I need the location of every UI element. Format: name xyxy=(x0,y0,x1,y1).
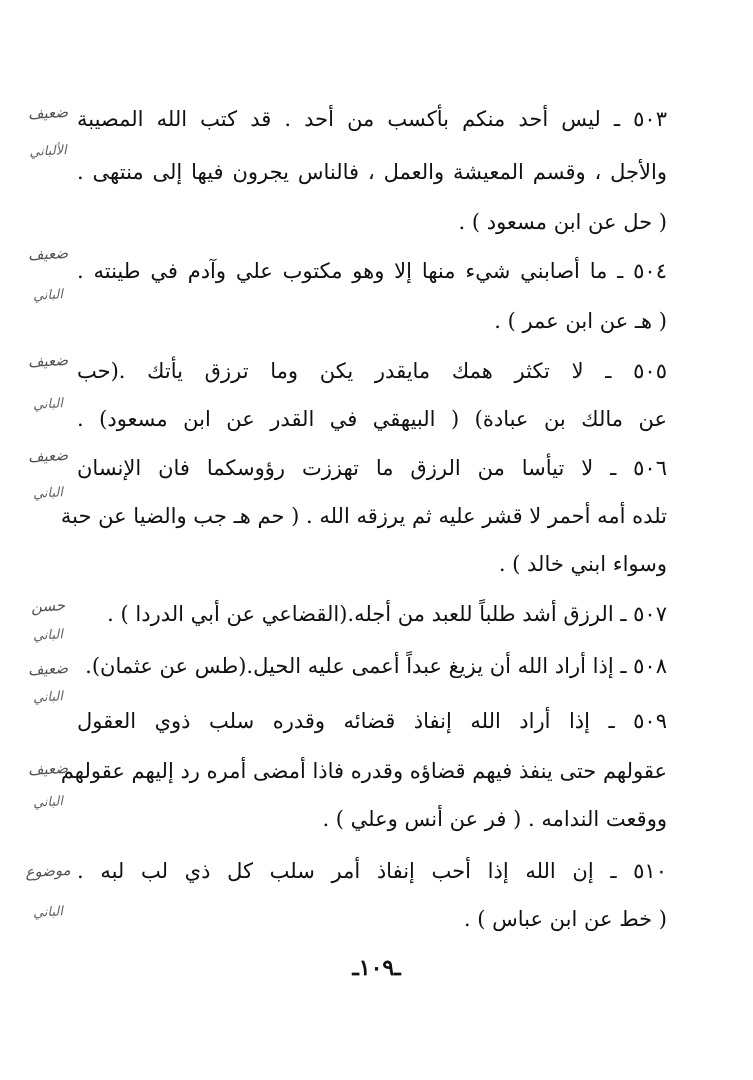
margin-note-503-grade: ضعيف xyxy=(27,102,69,124)
margin-note-510-grade: موضوع xyxy=(24,860,72,882)
entry-506-line-3: وسواء ابني خالد ) . xyxy=(498,552,667,576)
entry-508-line-1: ٥٠٨ ـ إذا أراد الله أن يزيغ عبداً أعمى عليه الحيل.(طس عن عثمان). xyxy=(85,654,667,678)
margin-note-504-grade: ضعيف xyxy=(27,243,69,265)
page-number: ـ١٠٩ـ xyxy=(352,955,401,981)
margin-note-504-source: الباني xyxy=(32,287,64,304)
entry-509-line-2: عقولهم حتى ينفذ فيهم قضاؤه وقدره فاذا أمضى أمره رد إليهم عقولهم xyxy=(60,759,667,783)
margin-note-507-grade: حسن xyxy=(30,596,66,616)
margin-note-506-source: الباني xyxy=(32,485,64,502)
margin-note-510-source: الباني xyxy=(32,904,64,921)
entry-503-source: ( حل عن ابن مسعود ) . xyxy=(458,210,667,234)
entry-503-line-2: والأجل ، وقسم المعيشة والعمل ، فالناس يجرون فيها إلى منتهى . xyxy=(77,160,667,184)
entry-509-line-3: ووقعت الندامه . ( فر عن أنس وعلي ) . xyxy=(322,807,667,831)
entry-504-line-1: ٥٠٤ ـ ما أصابني شيء منها إلا وهو مكتوب علي وآدم في طينته . xyxy=(77,259,667,283)
entry-505-line-2: عن مالك بن عبادة) ( البيهقي في القدر عن ابن مسعود) . xyxy=(77,407,667,431)
margin-note-505-source: الباني xyxy=(32,396,64,413)
margin-note-505-grade: ضعيف xyxy=(27,350,69,372)
entry-504-source: ( هـ عن ابن عمر ) . xyxy=(494,309,667,333)
entry-506-line-2: تلده أمه أحمر لا قشر عليه ثم يرزقه الله . ( حم هـ جب والضيا عن حبة xyxy=(60,504,667,528)
entry-510-line-1: ٥١٠ ـ إن الله إذا أحب إنفاذ أمر سلب كل ذي لب لبه . xyxy=(77,859,667,883)
margin-note-503-source: الألباني xyxy=(28,143,68,160)
margin-note-508-source: الباني xyxy=(32,689,64,706)
entry-503-line-1: ٥٠٣ ـ ليس أحد منكم بأكسب من أحد . قد كتب الله المصيبة xyxy=(77,107,667,131)
entry-510-source: ( خط عن ابن عباس ) . xyxy=(463,907,667,931)
margin-note-509-grade: ضعيف xyxy=(27,758,69,780)
entry-509-line-1: ٥٠٩ ـ إذا أراد الله إنفاذ قضائه وقدره سلب ذوي العقول xyxy=(77,709,667,733)
entry-507-line-1: ٥٠٧ ـ الرزق أشد طلباً للعبد من أجله.(القضاعي عن أبي الدردا ) . xyxy=(107,602,667,626)
margin-note-506-grade: ضعيف xyxy=(27,445,69,467)
margin-note-509-source: الباني xyxy=(32,794,64,811)
margin-note-507-source: الباني xyxy=(32,627,64,644)
entry-506-line-1: ٥٠٦ ـ لا تيأسا من الرزق ما تهززت رؤوسكما فان الإنسان xyxy=(77,456,667,480)
entry-505-line-1: ٥٠٥ ـ لا تكثر همك مايقدر يكن وما ترزق يأتك .(حب xyxy=(77,359,667,383)
margin-note-508-grade: ضعيف xyxy=(27,658,69,680)
